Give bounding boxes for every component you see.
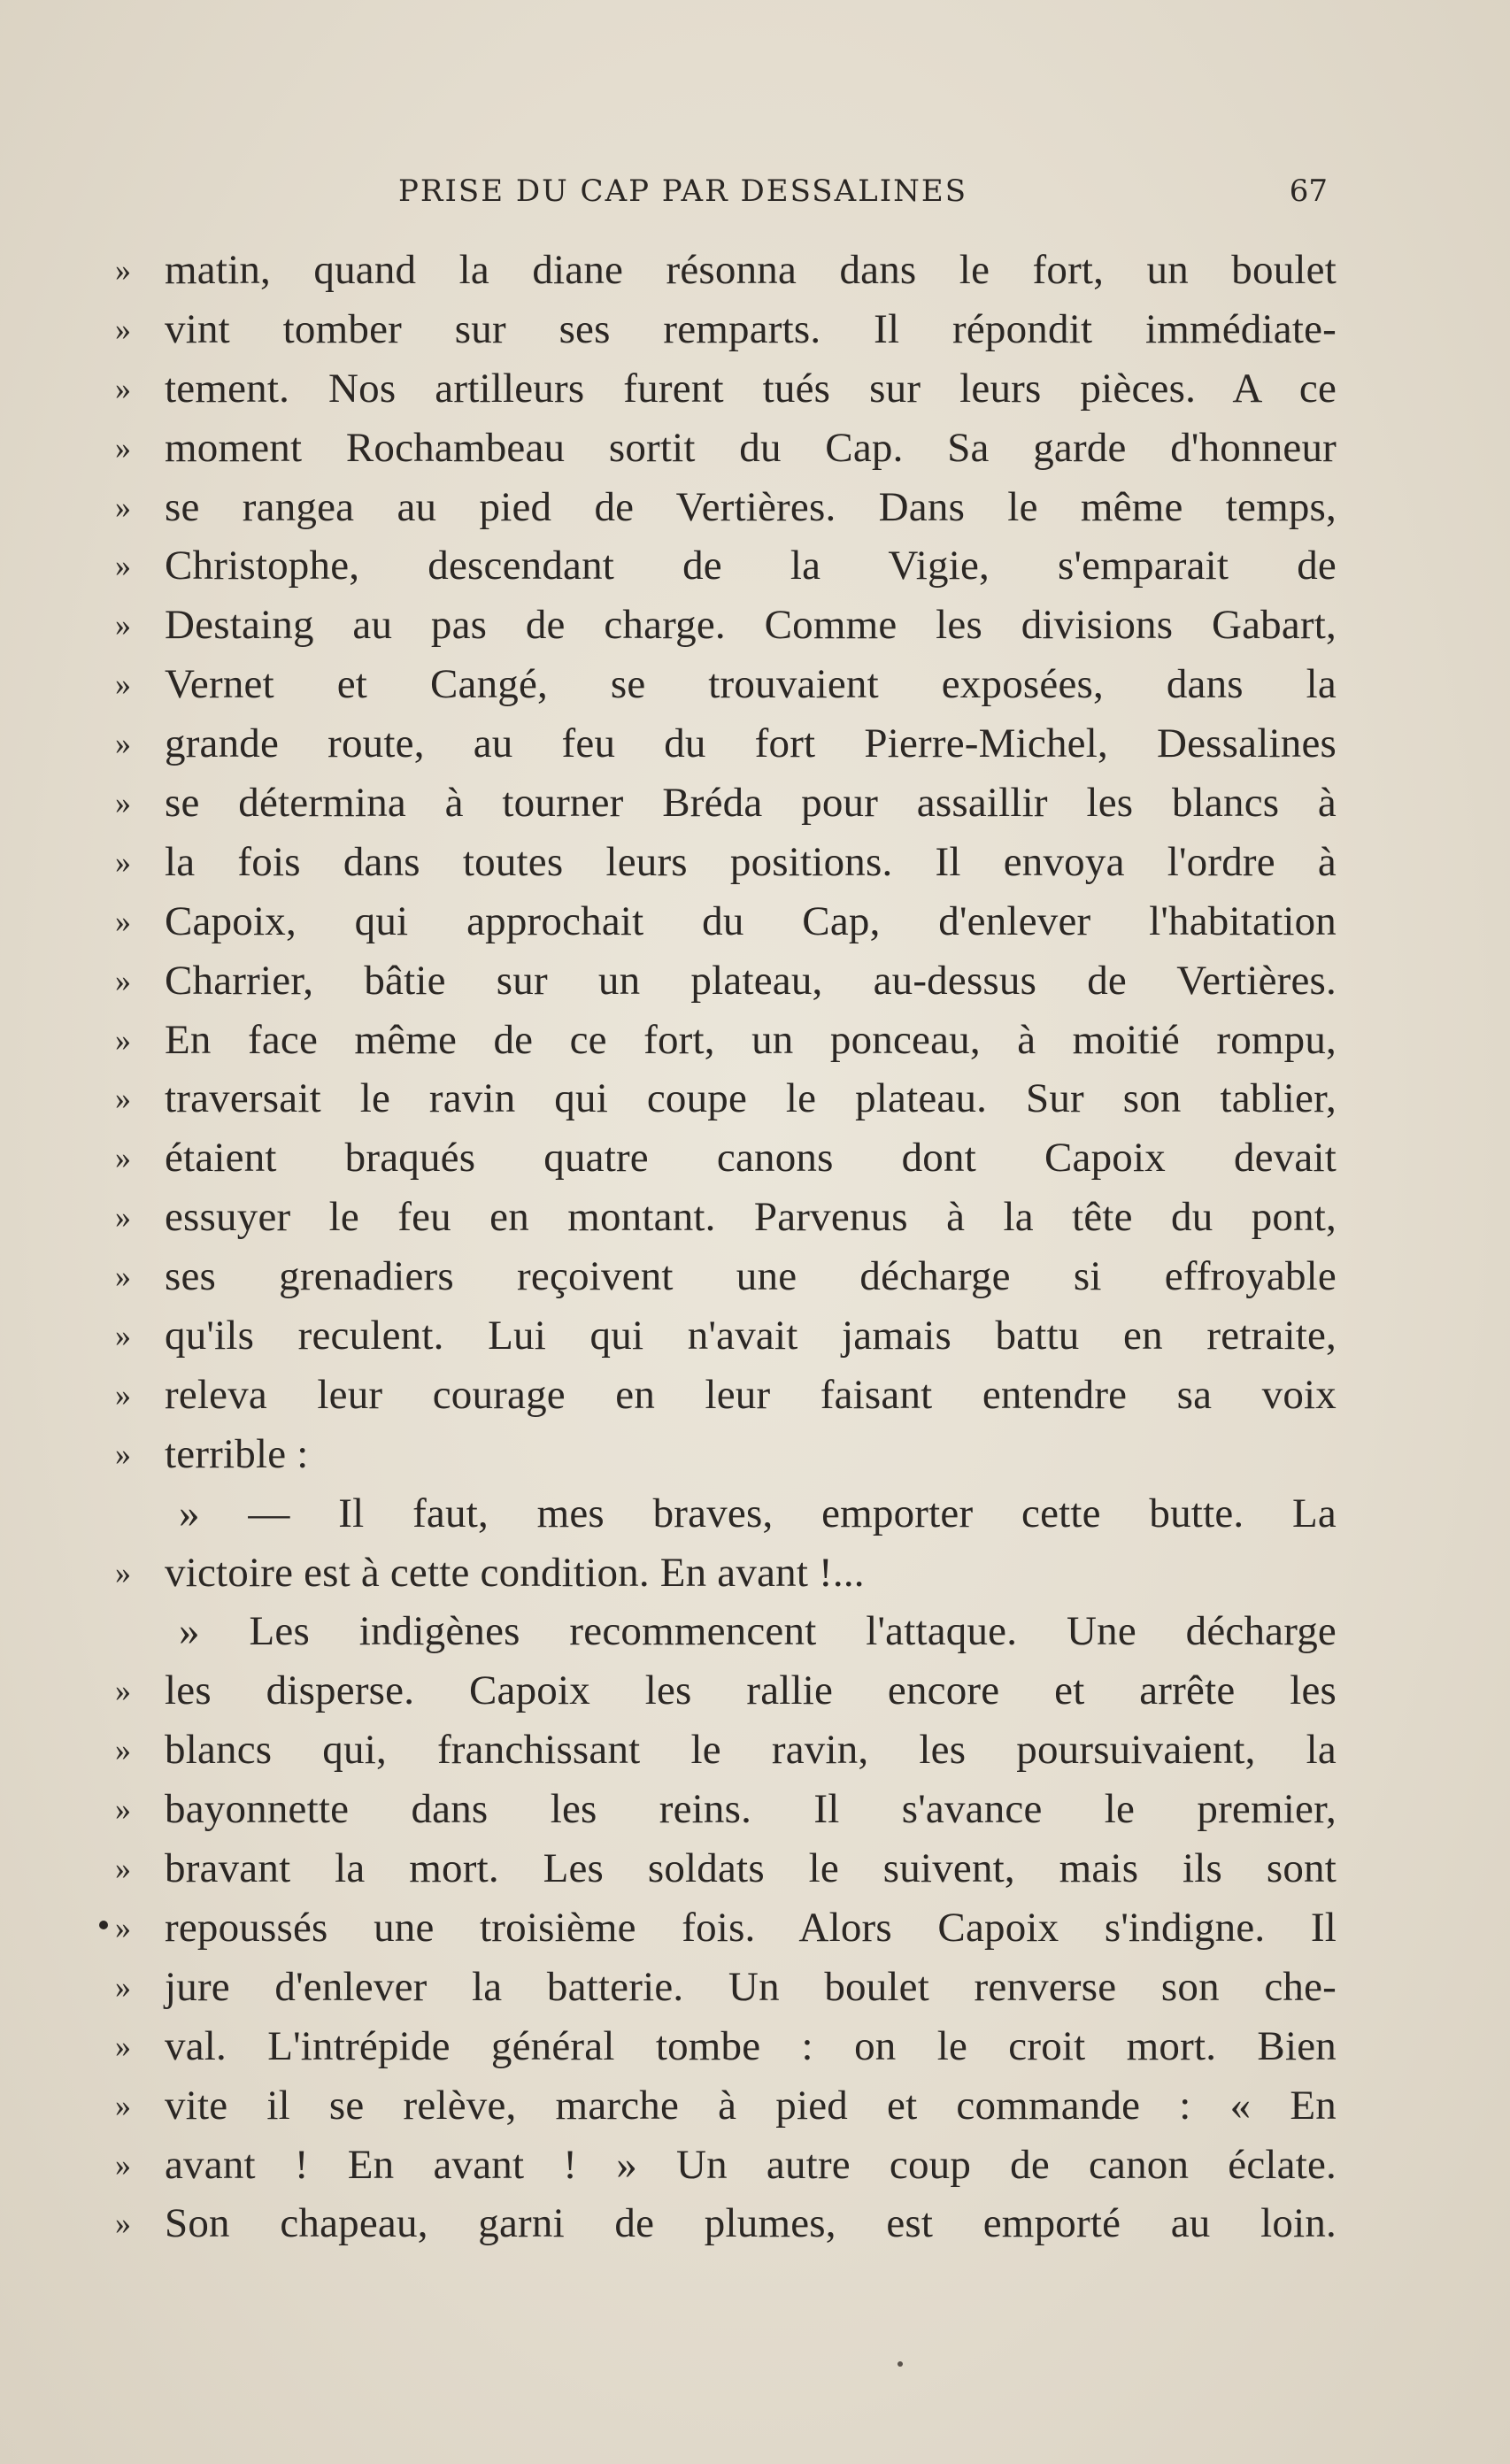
quote-mark: »	[115, 785, 131, 821]
quote-mark: »	[115, 1376, 131, 1413]
text-line	[115, 536, 1337, 596]
line-text: avant ! En avant ! » Un autre coup de canon éclate.	[165, 2141, 1337, 2188]
line-text: bravant la mort. Les soldats le suivent, mais ils sont	[165, 1845, 1337, 1892]
quote-mark: »	[115, 1081, 131, 1117]
quote-mark: »	[115, 489, 131, 525]
text-line	[115, 1661, 1337, 1721]
quote-mark: »	[115, 1851, 131, 1887]
text-line	[115, 1011, 1337, 1070]
text-line	[115, 1958, 1337, 2017]
quote-mark: »	[115, 726, 131, 762]
line-text: tement. Nos artilleurs furent tués sur leurs pièces. A ce	[165, 365, 1337, 412]
line-text: les disperse. Capoix les rallie encore et arrête les	[165, 1667, 1337, 1714]
line-text: vite il se relève, marche à pied et commande : « En	[165, 2082, 1337, 2129]
quote-mark: »	[115, 962, 131, 998]
text-line	[115, 1839, 1337, 1898]
text-line	[115, 2136, 1337, 2195]
line-text: traversait le ravin qui coupe le plateau. Sur son tablier,	[165, 1075, 1337, 1122]
quote-mark: »	[115, 1199, 131, 1236]
line-text: grande route, au feu du fort Pierre-Michel, Dessalines	[165, 720, 1337, 767]
line-text: bayonnette dans les reins. Il s'avance le premier,	[165, 1786, 1337, 1833]
line-text: releva leur courage en leur faisant entendre sa voix	[165, 1371, 1337, 1418]
text-line	[115, 714, 1337, 774]
line-text: matin, quand la diane résonna dans le fort, un boulet	[165, 247, 1337, 293]
quote-mark: »	[115, 429, 131, 466]
text-line	[115, 1069, 1337, 1128]
line-text: val. L'intrépide général tombe : on le croit mort. Bien	[165, 2022, 1337, 2069]
quote-mark: »	[115, 1909, 131, 1945]
quote-mark: »	[115, 1259, 131, 1295]
line-text: » — Il faut, mes braves, emporter cette butte. La	[179, 1490, 1337, 1536]
line-text: Capoix, qui approchait du Cap, d'enlever l'habitation	[165, 897, 1337, 944]
line-text: blancs qui, franchissant le ravin, les poursuivaient, la	[165, 1727, 1337, 1774]
quote-mark: »	[115, 370, 131, 406]
quote-mark: »	[115, 903, 131, 939]
text-line	[115, 892, 1337, 951]
text-line	[115, 596, 1337, 655]
text-line	[115, 1780, 1337, 1839]
quote-mark: »	[115, 1791, 131, 1828]
quote-mark: »	[115, 252, 131, 288]
running-head	[398, 173, 1328, 223]
chapter-title: PRISE DU CAP PAR DESSALINES	[398, 173, 968, 209]
ink-spot	[99, 1921, 108, 1929]
text-line	[115, 1721, 1337, 1780]
quote-mark: »	[115, 2028, 131, 2064]
text-line	[115, 359, 1337, 419]
line-text: Christophe, descendant de la Vigie, s'emparait de	[165, 543, 1337, 589]
text-line	[115, 1602, 1337, 1661]
text-line	[115, 774, 1337, 833]
text-line	[115, 300, 1337, 359]
line-text: la fois dans toutes leurs positions. Il envoya l'ordre à	[165, 838, 1337, 885]
line-text: moment Rochambeau sortit du Cap. Sa garde d'honneur	[165, 424, 1337, 471]
text-line	[115, 833, 1337, 892]
text-line	[115, 951, 1337, 1011]
text-line	[115, 1898, 1337, 1958]
quote-mark: »	[115, 1673, 131, 1709]
line-text: se détermina à tourner Bréda pour assaillir les blancs à	[165, 780, 1337, 827]
line-text: terrible :	[165, 1430, 309, 1477]
line-text: Destaing au pas de charge. Comme les divisions Gabart,	[165, 602, 1337, 649]
line-text: essuyer le feu en montant. Parvenus à la tête du pont,	[165, 1194, 1337, 1241]
text-line	[115, 1247, 1337, 1306]
text-line	[115, 1366, 1337, 1425]
quote-mark: »	[115, 1021, 131, 1058]
quote-mark: »	[115, 1436, 131, 1472]
line-text: victoire est à cette condition. En avant !...	[165, 1549, 865, 1596]
line-text: » Les indigènes recommencent l'attaque. Une décharge	[179, 1608, 1337, 1655]
text-line	[115, 2017, 1337, 2076]
line-text: jure d'enlever la batterie. Un boulet renverse son che-	[165, 1963, 1337, 2010]
line-text: ses grenadiers reçoivent une décharge si effroyable	[165, 1253, 1337, 1300]
text-line	[115, 1306, 1337, 1366]
quote-mark: »	[115, 1554, 131, 1590]
text-line	[115, 1425, 1337, 1484]
ink-spot	[898, 2361, 903, 2367]
quote-mark: »	[115, 607, 131, 643]
quote-mark: »	[115, 311, 131, 347]
quote-mark: »	[115, 2146, 131, 2183]
quote-mark: »	[115, 2206, 131, 2242]
text-line	[115, 655, 1337, 714]
line-text: qu'ils reculent. Lui qui n'avait jamais battu en retraite,	[165, 1313, 1337, 1359]
text-line	[115, 1188, 1337, 1247]
text-line	[115, 2076, 1337, 2136]
line-text: se rangea au pied de Vertières. Dans le même temps,	[165, 483, 1337, 530]
quote-mark: »	[115, 1318, 131, 1354]
line-text: Son chapeau, garni de plumes, est emporté au loin.	[165, 2200, 1337, 2247]
text-line	[115, 1484, 1337, 1544]
quote-mark: »	[115, 1732, 131, 1768]
text-line	[115, 2194, 1337, 2253]
text-line	[115, 241, 1337, 300]
quote-mark: »	[115, 843, 131, 880]
body-text	[115, 241, 1337, 2253]
line-text: Charrier, bâtie sur un plateau, au-dessus de Vertières.	[165, 957, 1337, 1004]
line-text: étaient braqués quatre canons dont Capoix devait	[165, 1135, 1337, 1182]
line-text: Vernet et Cangé, se trouvaient exposées, dans la	[165, 661, 1337, 708]
line-text: repoussés une troisième fois. Alors Capoix s'indigne. Il	[165, 1904, 1337, 1951]
text-line	[115, 1544, 1337, 1603]
text-line	[115, 478, 1337, 537]
line-text: En face même de ce fort, un ponceau, à moitié rompu,	[165, 1016, 1337, 1063]
text-line	[115, 1128, 1337, 1188]
quote-mark: »	[115, 1968, 131, 2005]
line-text: vint tomber sur ses remparts. Il répondit immédiate-	[165, 305, 1337, 352]
quote-mark: »	[115, 548, 131, 584]
page-number: 67	[1289, 173, 1328, 209]
quote-mark: »	[115, 2087, 131, 2123]
quote-mark: »	[115, 1140, 131, 1176]
text-line	[115, 419, 1337, 478]
quote-mark: »	[115, 666, 131, 703]
